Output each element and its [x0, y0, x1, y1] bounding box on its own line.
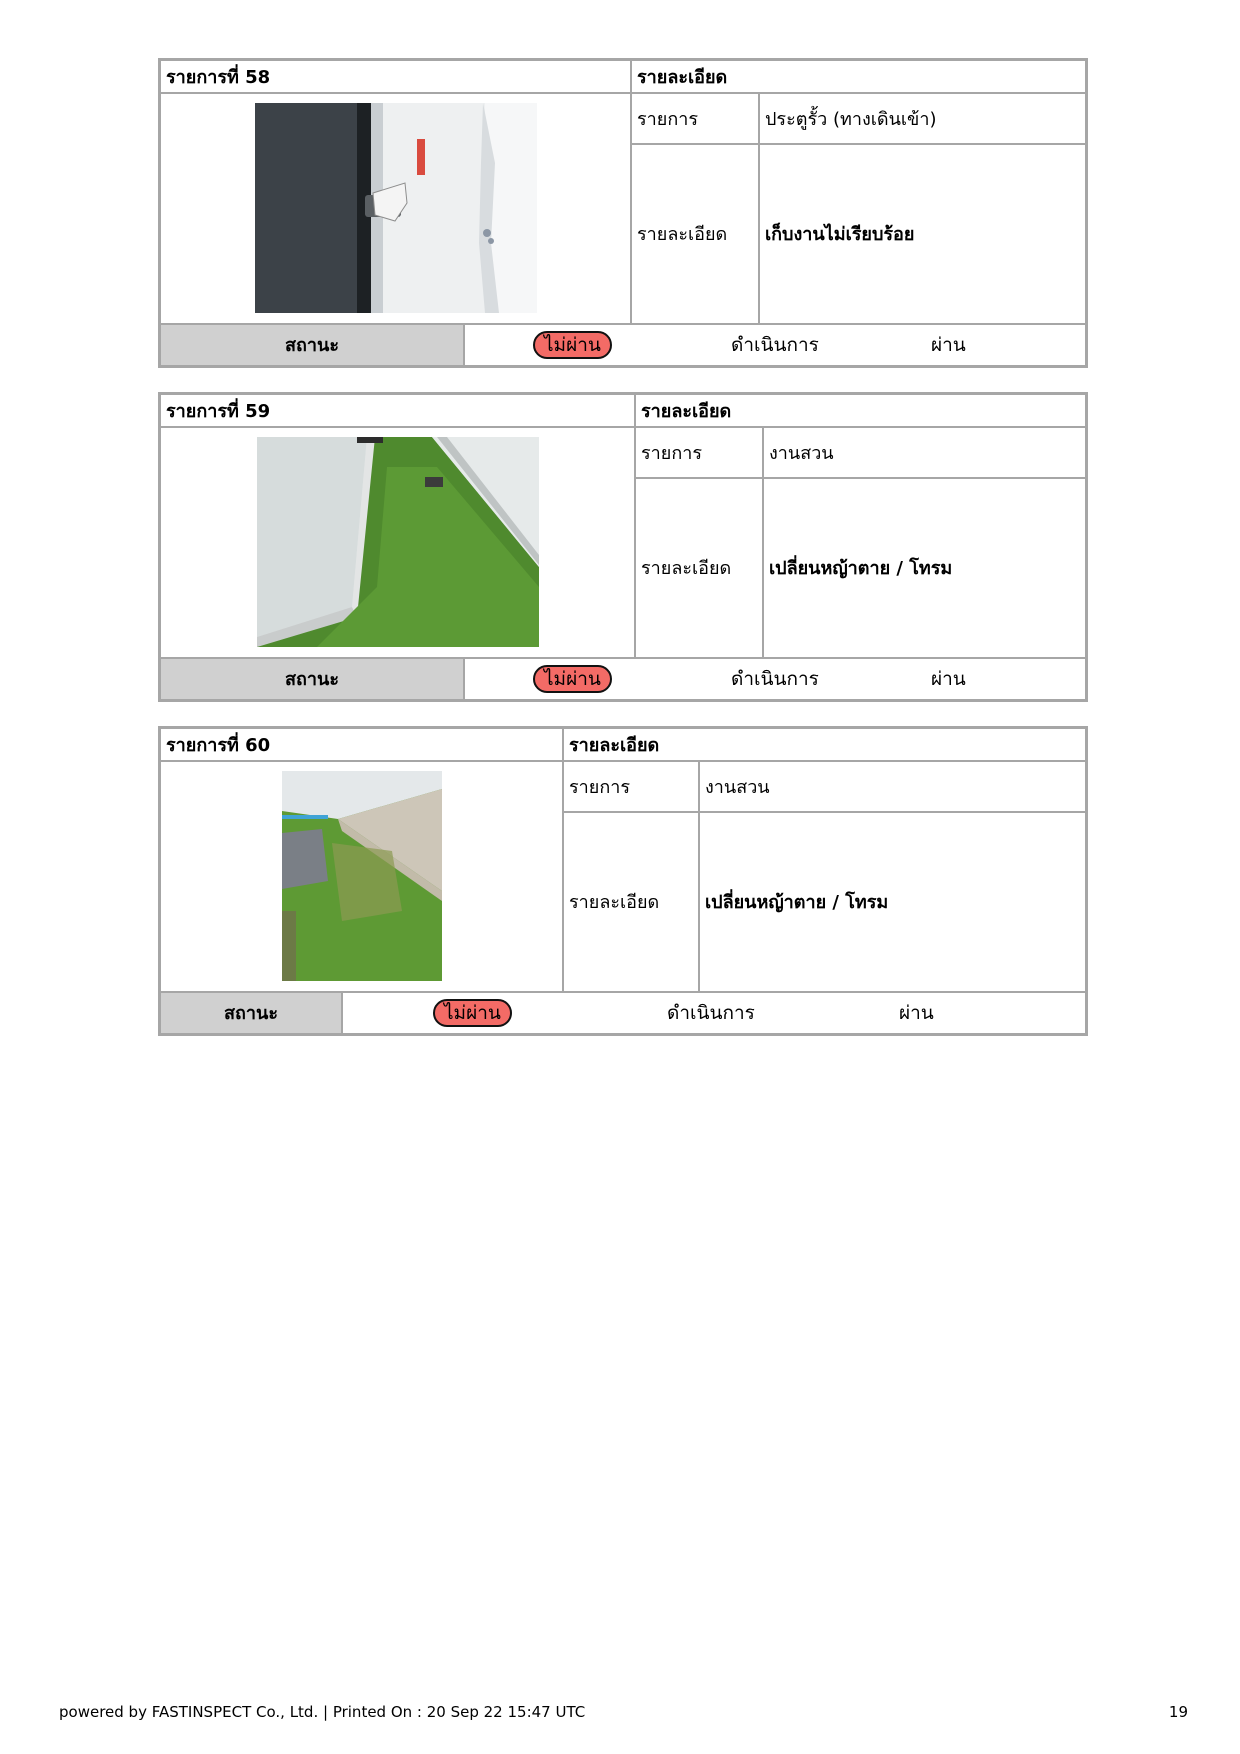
item-value: ประตูรั้ว (ทางเดินเข้า) [759, 93, 1085, 143]
inspection-item-60 [158, 726, 1088, 1036]
item-value: งานสวน [763, 427, 1085, 477]
status-in-progress-option[interactable]: ดำเนินการ [667, 1001, 755, 1024]
status-label [161, 325, 464, 365]
garden-photo[interactable] [257, 437, 539, 647]
photo-cell [161, 761, 563, 991]
status-options [464, 325, 1085, 365]
item-heading: รายการที่ 58 [161, 61, 631, 93]
item-label: รายการ [563, 761, 699, 811]
status-pass-option[interactable]: ผ่าน [931, 333, 966, 356]
item-heading: รายการที่ 60 [161, 729, 563, 761]
detail-label: รายละเอียด [563, 812, 699, 992]
inspection-item-59 [158, 392, 1088, 702]
footer-text: powered by FASTINSPECT Co., Ltd. | Printed On : 20 Sep 22 15:47 UTC [59, 1703, 586, 1721]
status-pass-option[interactable]: ผ่าน [899, 1001, 934, 1024]
status-options [342, 993, 1085, 1033]
detail-heading: รายละเอียด [635, 395, 1085, 427]
status-fail-option[interactable]: ไม่ผ่าน [533, 331, 612, 359]
item-label: รายการ [635, 427, 763, 477]
status-fail-option[interactable]: ไม่ผ่าน [533, 665, 612, 693]
status-fail-option[interactable]: ไม่ผ่าน [433, 999, 512, 1027]
photo-cell [161, 93, 631, 323]
status-in-progress-option[interactable]: ดำเนินการ [731, 333, 819, 356]
photo-cell [161, 427, 635, 657]
detail-heading: รายละเอียด [631, 61, 1085, 93]
gate-photo[interactable] [255, 103, 537, 313]
status-pass-option[interactable]: ผ่าน [931, 667, 966, 690]
status-options [464, 659, 1085, 699]
detail-label: รายละเอียด [631, 144, 759, 324]
item-label: รายการ [631, 93, 759, 143]
lawn-photo[interactable] [282, 771, 442, 981]
detail-value: เก็บงานไม่เรียบร้อย [759, 144, 1085, 324]
item-heading: รายการที่ 59 [161, 395, 635, 427]
inspection-item-58 [158, 58, 1088, 368]
detail-value: เปลี่ยนหญ้าตาย / โทรม [699, 812, 1085, 992]
detail-value: เปลี่ยนหญ้าตาย / โทรม [763, 478, 1085, 658]
status-in-progress-option[interactable]: ดำเนินการ [731, 667, 819, 690]
status-label-text: สถานะ [285, 335, 339, 357]
status-label [161, 659, 464, 699]
detail-heading: รายละเอียด [563, 729, 1085, 761]
status-label [161, 993, 342, 1033]
item-value: งานสวน [699, 761, 1085, 811]
page-number: 19 [1168, 1703, 1188, 1721]
detail-label: รายละเอียด [635, 478, 763, 658]
status-label-text: สถานะ [285, 669, 339, 691]
status-label-text: สถานะ [224, 1003, 278, 1025]
